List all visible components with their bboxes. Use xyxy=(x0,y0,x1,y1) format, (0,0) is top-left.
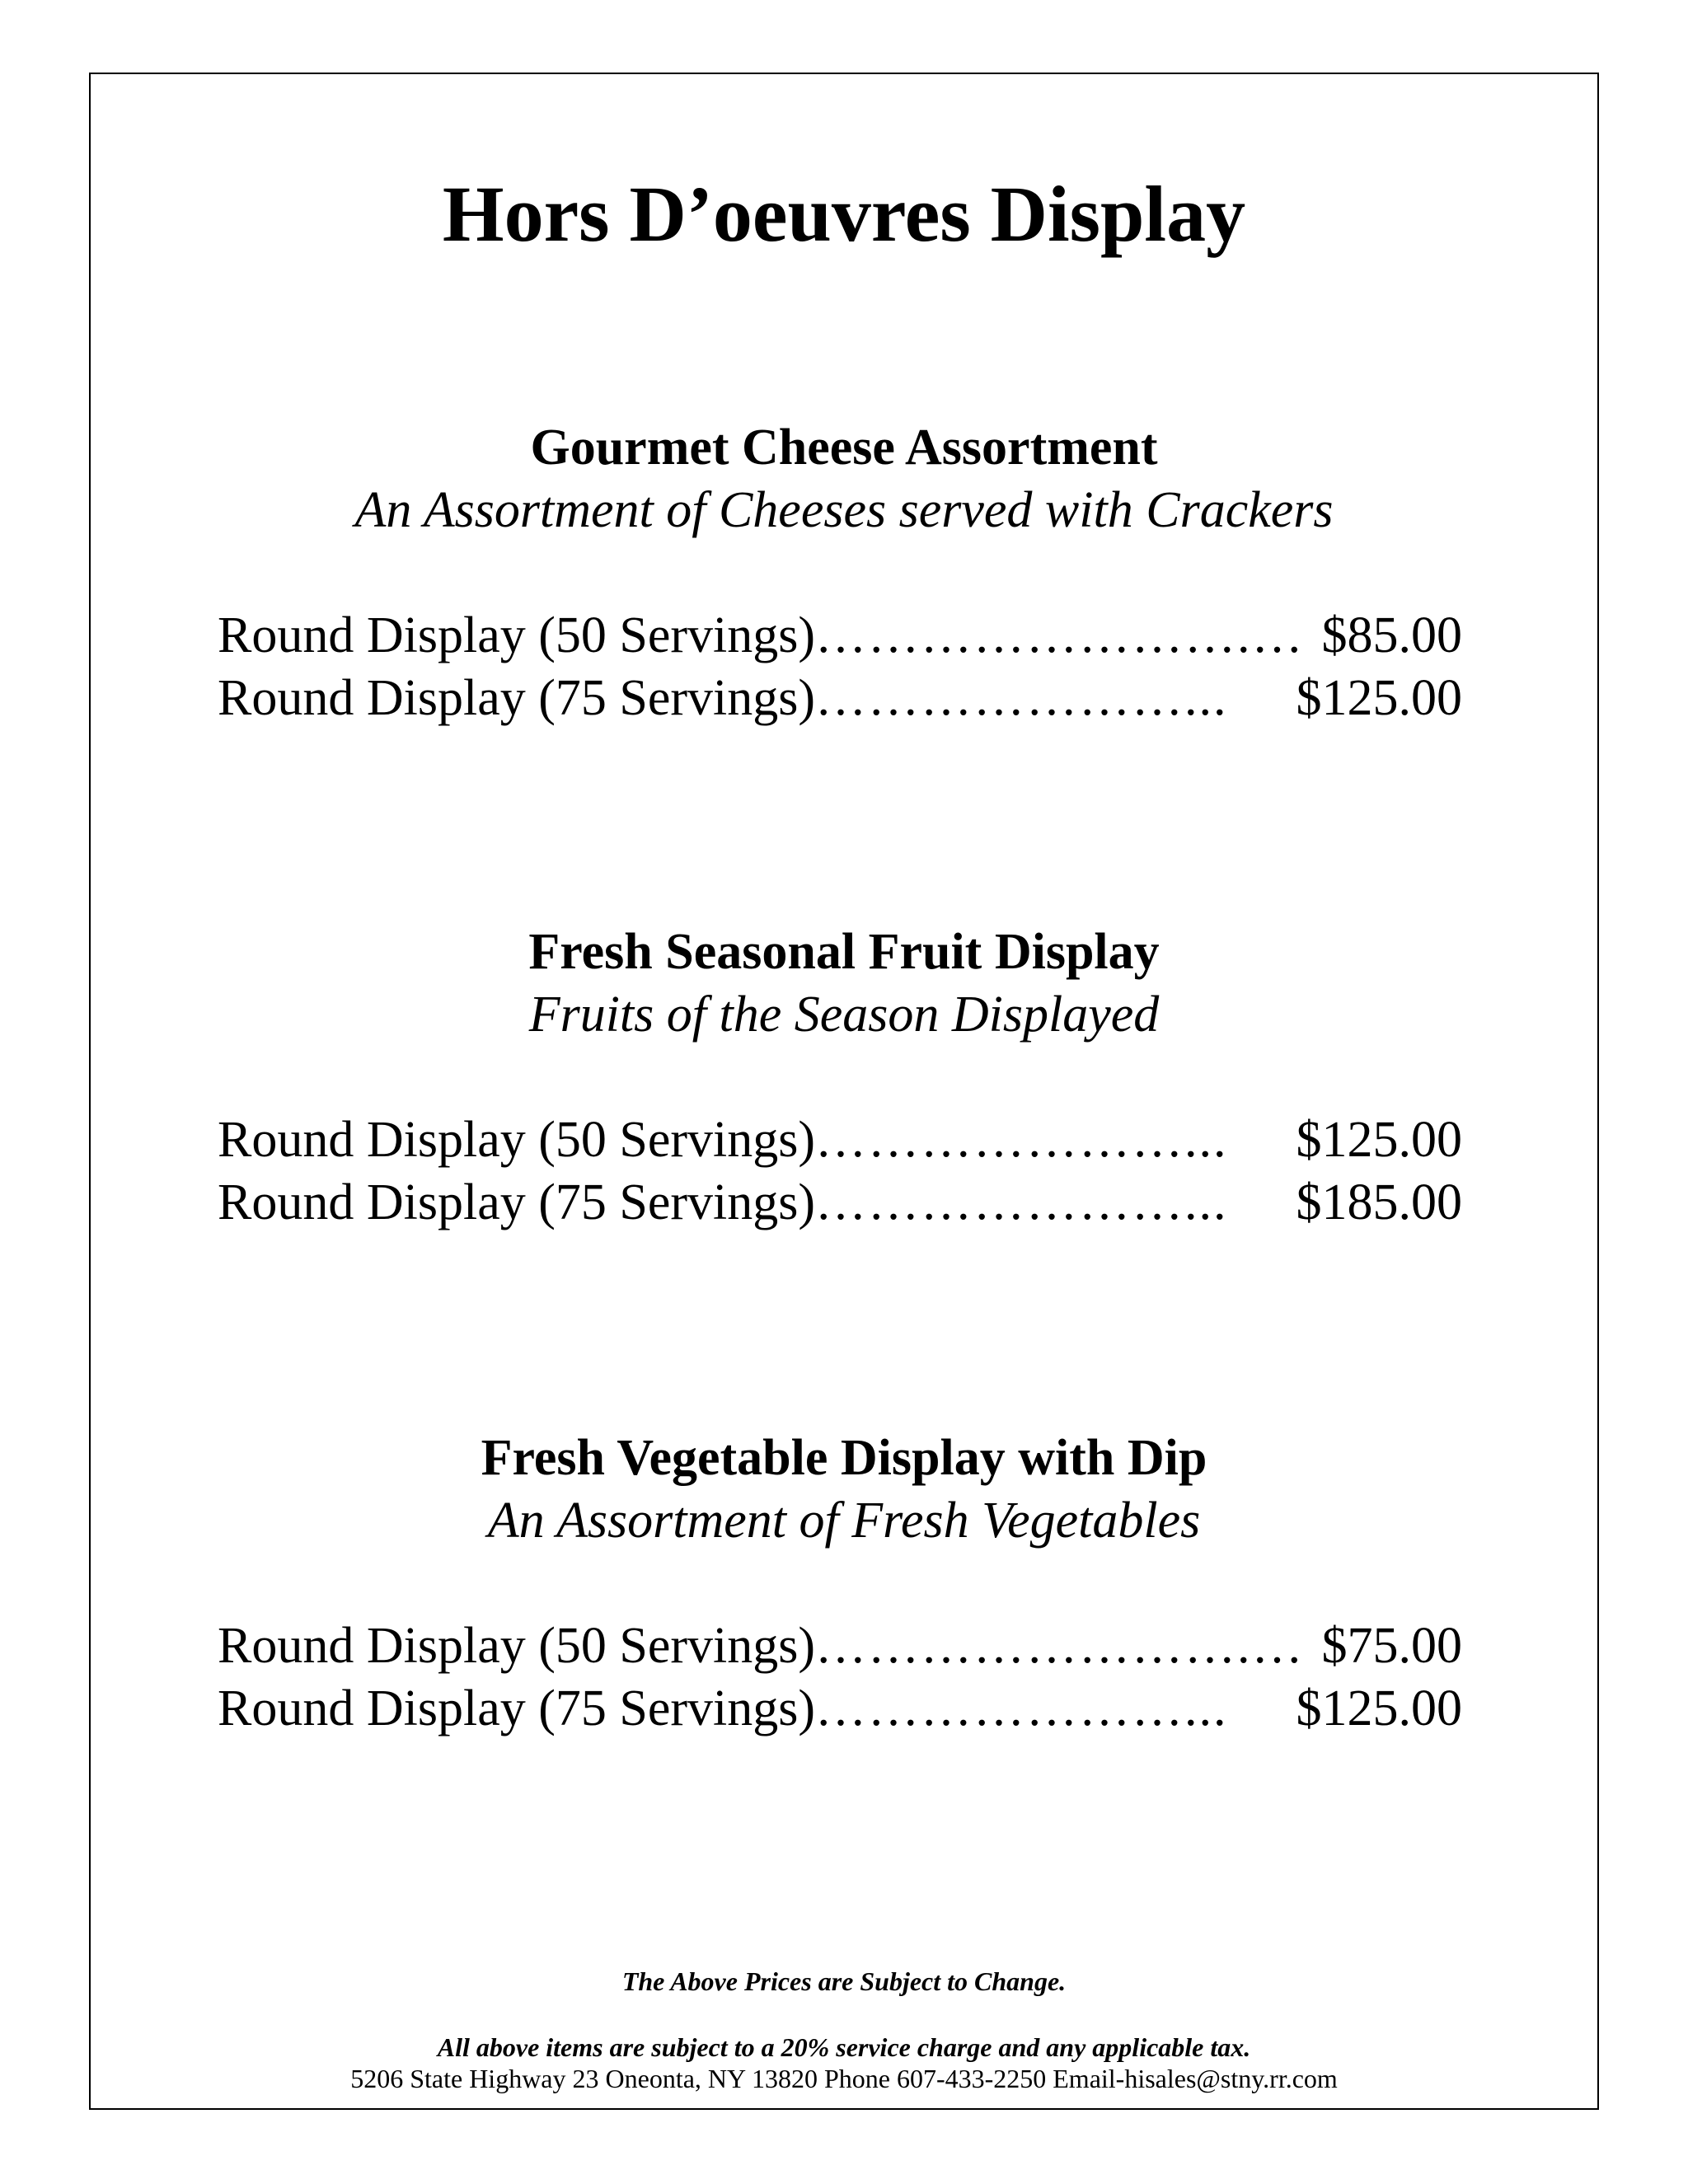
menu-section-fruit xyxy=(0,921,1688,1234)
item-name: Round Display (75 Servings) xyxy=(218,1680,816,1736)
item-name: Round Display (50 Servings) xyxy=(218,1618,816,1674)
item-price: $185.00 xyxy=(1296,1174,1462,1230)
section-description: An Assortment of Cheeses served with Crackers xyxy=(354,482,1334,538)
section-heading: Gourmet Cheese Assortment xyxy=(530,419,1158,476)
dot-leader: …………………... xyxy=(815,1112,1228,1168)
service-charge-notice: All above items are subject to a 20% service charge and any applicable tax. xyxy=(437,2032,1251,2062)
dot-leader: …………………….… xyxy=(815,607,1305,663)
price-list xyxy=(218,1615,1462,1740)
price-line xyxy=(218,1615,1462,1677)
dot-leader: …………………... xyxy=(815,1174,1228,1230)
item-price: $75.00 xyxy=(1321,1618,1462,1674)
item-name: Round Display (75 Servings) xyxy=(218,1174,816,1230)
price-line xyxy=(218,1677,1462,1740)
price-line xyxy=(218,1171,1462,1234)
price-line xyxy=(218,1108,1462,1171)
dot-leader: …………………….… xyxy=(815,1618,1305,1674)
section-description: An Assortment of Fresh Vegetables xyxy=(487,1493,1201,1549)
item-price: $85.00 xyxy=(1321,607,1462,663)
page-title: Hors D’oeuvres Display xyxy=(442,170,1246,258)
price-line xyxy=(218,604,1462,667)
price-list xyxy=(218,1108,1462,1234)
item-name: Round Display (50 Servings) xyxy=(218,1112,816,1168)
price-list xyxy=(218,604,1462,729)
item-price: $125.00 xyxy=(1296,670,1462,726)
menu-section-cheese xyxy=(0,416,1688,729)
section-heading: Fresh Seasonal Fruit Display xyxy=(528,924,1160,980)
price-change-notice: The Above Prices are Subject to Change. xyxy=(621,1966,1067,1996)
section-heading: Fresh Vegetable Display with Dip xyxy=(481,1430,1207,1486)
dot-leader: …………………... xyxy=(815,670,1228,726)
dot-leader: …………………... xyxy=(815,1680,1228,1736)
item-name: Round Display (75 Servings) xyxy=(218,670,816,726)
price-line xyxy=(218,667,1462,729)
contact-address: 5206 State Highway 23 Oneonta, NY 13820 Phone 607-433-2250 Email-hisales@stny.rr.com xyxy=(350,2064,1338,2093)
item-price: $125.00 xyxy=(1296,1680,1462,1736)
section-description: Fruits of the Season Displayed xyxy=(528,987,1160,1043)
item-price: $125.00 xyxy=(1296,1112,1462,1168)
menu-section-vegetable xyxy=(0,1427,1688,1740)
item-name: Round Display (50 Servings) xyxy=(218,607,816,663)
